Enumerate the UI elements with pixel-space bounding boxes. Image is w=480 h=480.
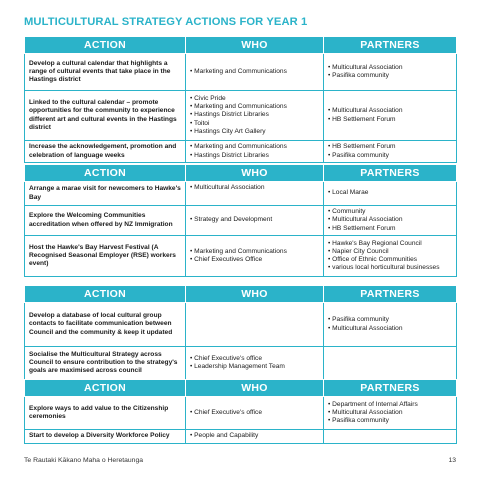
who-item: • Toitoi [190, 120, 319, 128]
table-header-row [25, 37, 457, 54]
partner-item: • Department of Internal Affairs [328, 401, 452, 409]
who-item: • Leadership Management Team [190, 363, 319, 371]
action-cell: Host the Hawke's Bay Harvest Festival (A Recognised Seasonal Employer (RSE) workers event) [25, 236, 186, 277]
partners-cell [324, 206, 457, 236]
table-row [25, 141, 457, 163]
header-action: ACTION [25, 37, 186, 54]
table-row [25, 54, 457, 91]
partner-item: • Multicultural Association [328, 64, 452, 72]
table-header-row [25, 286, 457, 303]
action-cell: Arrange a marae visit for newcomers to Hawke's Bay [25, 182, 186, 206]
partner-item: • Multicultural Association [328, 325, 452, 333]
actions-table-1 [24, 36, 457, 163]
header-partners: PARTNERS [324, 286, 457, 303]
actions-table-4 [24, 379, 457, 444]
table-row [25, 397, 457, 430]
who-item: • People and Capability [190, 432, 319, 440]
who-item: • Multicultural Association [190, 184, 319, 192]
who-item: • Chief Executive's office [190, 355, 319, 363]
partner-item: • Pasifika community [328, 417, 452, 425]
table-header-row [25, 380, 457, 397]
table-row [25, 206, 457, 236]
header-action: ACTION [25, 165, 186, 182]
header-who: WHO [186, 286, 324, 303]
who-cell [186, 206, 324, 236]
who-item: • Hastings District Libraries [190, 152, 319, 160]
header-action: ACTION [25, 286, 186, 303]
who-cell [186, 182, 324, 206]
partners-cell [324, 54, 457, 91]
who-cell [186, 397, 324, 430]
header-partners: PARTNERS [324, 37, 457, 54]
header-partners: PARTNERS [324, 380, 457, 397]
header-who: WHO [186, 37, 324, 54]
action-cell: Increase the acknowledgement, promotion and celebration of language weeks [25, 141, 186, 163]
who-item: • Civic Pride [190, 95, 319, 103]
header-who: WHO [186, 165, 324, 182]
partner-item: • Multicultural Association [328, 409, 452, 417]
who-cell [186, 303, 324, 347]
actions-table-3 [24, 285, 457, 380]
partners-cell [324, 347, 457, 380]
partner-item: • Napier City Council [328, 248, 452, 256]
partners-cell [324, 430, 457, 444]
table-header-row [25, 165, 457, 182]
action-cell: Explore the Welcoming Communities accreditation when offered by NZ Immigration [25, 206, 186, 236]
partner-item: • Pasifika community [328, 72, 452, 80]
who-item: • Chief Executives Office [190, 256, 319, 264]
who-item: • Marketing and Communications [190, 248, 319, 256]
partner-item: • Hawke's Bay Regional Council [328, 240, 452, 248]
who-cell [186, 141, 324, 163]
table-row [25, 347, 457, 380]
page-title: MULTICULTURAL STRATEGY ACTIONS FOR YEAR 1 [24, 16, 308, 28]
who-item: • Strategy and Development [190, 216, 319, 224]
header-action: ACTION [25, 380, 186, 397]
action-cell: Explore ways to add value to the Citizenship ceremonies [25, 397, 186, 430]
action-cell: Develop a database of local cultural group contacts to facilitate communication between Council and the community & keep it updated [25, 303, 186, 347]
partner-item: • Community [328, 208, 452, 216]
partners-cell [324, 141, 457, 163]
table-row [25, 303, 457, 347]
partners-cell [324, 236, 457, 277]
partners-cell [324, 182, 457, 206]
who-cell [186, 236, 324, 277]
who-cell [186, 430, 324, 444]
partner-item: • Multicultural Association [328, 216, 452, 224]
actions-table-2 [24, 164, 457, 277]
partner-item: • HB Settlement Forum [328, 116, 452, 124]
action-cell: Start to develop a Diversity Workforce Policy [25, 430, 186, 444]
who-cell [186, 54, 324, 91]
who-item: • Hastings District Libraries [190, 111, 319, 119]
who-cell [186, 91, 324, 141]
header-who: WHO [186, 380, 324, 397]
action-cell: Develop a cultural calendar that highlights a range of cultural events that take place in the Hastings district [25, 54, 186, 91]
who-cell [186, 347, 324, 380]
who-item: • Marketing and Communications [190, 68, 319, 76]
partner-item: • Pasifika community [328, 152, 452, 160]
footer-document-title: Te Rautaki Kākano Maha o Heretaunga [24, 457, 144, 464]
who-item: • Chief Executive's office [190, 409, 319, 417]
partners-cell [324, 397, 457, 430]
action-cell: Linked to the cultural calendar – promote opportunities for the community to experience different art and cultural events in the Hastings district [25, 91, 186, 141]
table-row [25, 182, 457, 206]
who-item: • Marketing and Communications [190, 143, 319, 151]
who-item: • Marketing and Communications [190, 103, 319, 111]
partner-item: • HB Settlement Forum [328, 225, 452, 233]
action-cell: Socialise the Multicultural Strategy across Council to ensure contribution to the strategy's goals are maximised across council [25, 347, 186, 380]
page-number: 13 [448, 457, 456, 464]
table-row [25, 430, 457, 444]
table-row [25, 91, 457, 141]
partner-item: • HB Settlement Forum [328, 143, 452, 151]
partners-cell [324, 303, 457, 347]
partner-item: • Office of Ethnic Communities [328, 256, 452, 264]
partner-item: • Local Marae [328, 189, 452, 197]
partners-cell [324, 91, 457, 141]
partner-item: • Pasifika community [328, 316, 452, 324]
who-item: • Hastings City Art Gallery [190, 128, 319, 136]
table-row [25, 236, 457, 277]
header-partners: PARTNERS [324, 165, 457, 182]
partner-item: • various local horticultural businesses [328, 264, 452, 272]
partner-item: • Multicultural Association [328, 107, 452, 115]
